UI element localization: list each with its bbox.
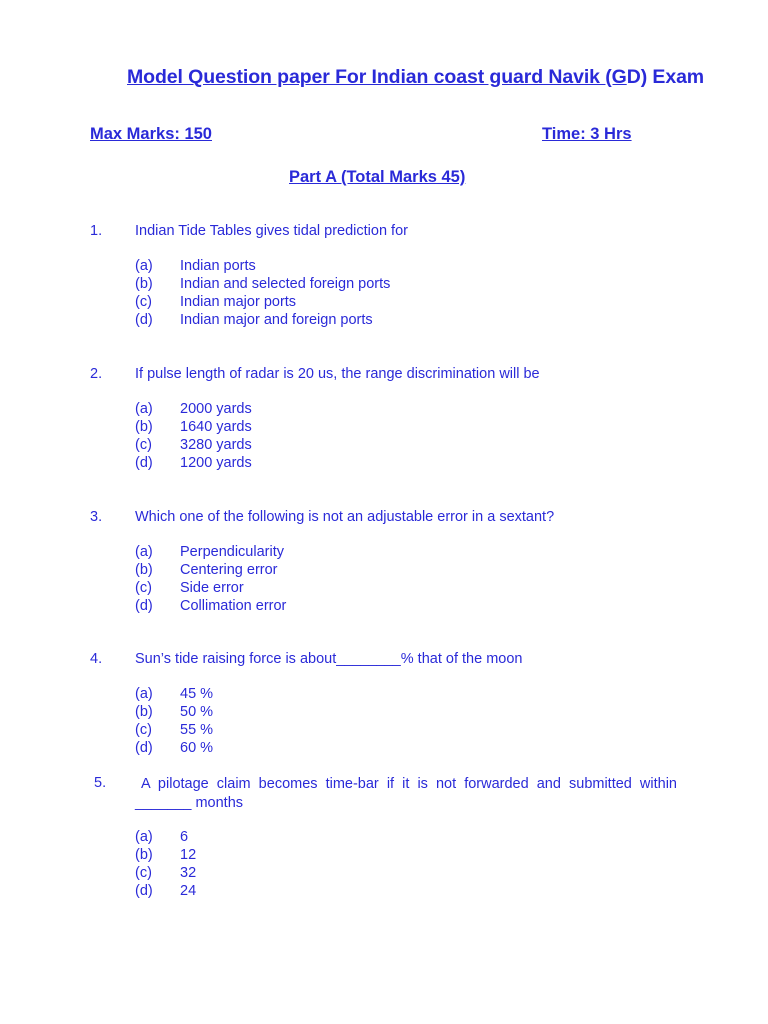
option-letter: (a): [135, 686, 153, 702]
question-number: 4.: [90, 651, 103, 667]
option-text: 50 %: [180, 704, 214, 720]
option-letter: (a): [135, 829, 153, 845]
option-text: Indian major ports: [180, 294, 297, 310]
option-text: Perpendicularity: [180, 544, 284, 560]
option-text: Indian major and foreign ports: [180, 312, 373, 328]
time-label: Time: 3 Hrs: [542, 125, 632, 143]
question-number: 1.: [90, 223, 103, 239]
option-text: 2000 yards: [180, 401, 252, 417]
option-text: 24: [180, 883, 197, 899]
part-heading: Part A (Total Marks 45): [289, 168, 466, 186]
question-text: If pulse length of radar is 20 us, the range discrimination will be: [135, 366, 540, 382]
option-letter: (d): [135, 455, 153, 471]
option-text: 45 %: [180, 686, 214, 702]
option-letter: (c): [135, 580, 152, 596]
option-letter: (c): [135, 865, 152, 881]
option-letter: (a): [135, 401, 153, 417]
option-letter: (b): [135, 704, 153, 720]
option-letter: (d): [135, 312, 153, 328]
option-letter: (d): [135, 883, 153, 899]
option-text: 1640 yards: [180, 419, 252, 435]
question-text: Which one of the following is not an adjustable error in a sextant?: [135, 509, 555, 525]
option-letter: (c): [135, 722, 152, 738]
option-text: Indian and selected foreign ports: [180, 276, 391, 292]
page-title: [127, 66, 704, 89]
page-title-underlined: Model Question paper For Indian coast guard Navik (G: [127, 66, 627, 88]
option-letter: (c): [135, 294, 152, 310]
option-letter: (b): [135, 276, 153, 292]
option-text: 6: [180, 829, 189, 845]
option-text: Side error: [180, 580, 244, 596]
option-letter: (a): [135, 258, 153, 274]
option-letter: (b): [135, 419, 153, 435]
question-text: Sun’s tide raising force is about________% that of the moon: [135, 651, 523, 667]
question-number: 5.: [94, 775, 107, 791]
option-text: 3280 yards: [180, 437, 252, 453]
question-text: A pilotage claim becomes time-bar if it is not forwarded and submitted within _______ months: [135, 776, 677, 811]
question-text: Indian Tide Tables gives tidal prediction for: [135, 223, 408, 239]
option-text: Centering error: [180, 562, 278, 578]
option-letter: (d): [135, 740, 153, 756]
option-letter: (a): [135, 544, 153, 560]
option-text: 12: [180, 847, 197, 863]
option-text: Collimation error: [180, 598, 287, 614]
option-text: 60 %: [180, 740, 214, 756]
max-marks-label: Max Marks: 150: [90, 125, 212, 143]
option-text: 32: [180, 865, 197, 881]
option-letter: (b): [135, 562, 153, 578]
option-letter: (b): [135, 847, 153, 863]
question-number: 2.: [90, 366, 103, 382]
page-title-rest: D) Exam: [626, 66, 705, 88]
question-number: 3.: [90, 509, 103, 525]
option-text: Indian ports: [180, 258, 256, 274]
option-letter: (d): [135, 598, 153, 614]
option-text: 1200 yards: [180, 455, 252, 471]
option-text: 55 %: [180, 722, 214, 738]
option-letter: (c): [135, 437, 152, 453]
